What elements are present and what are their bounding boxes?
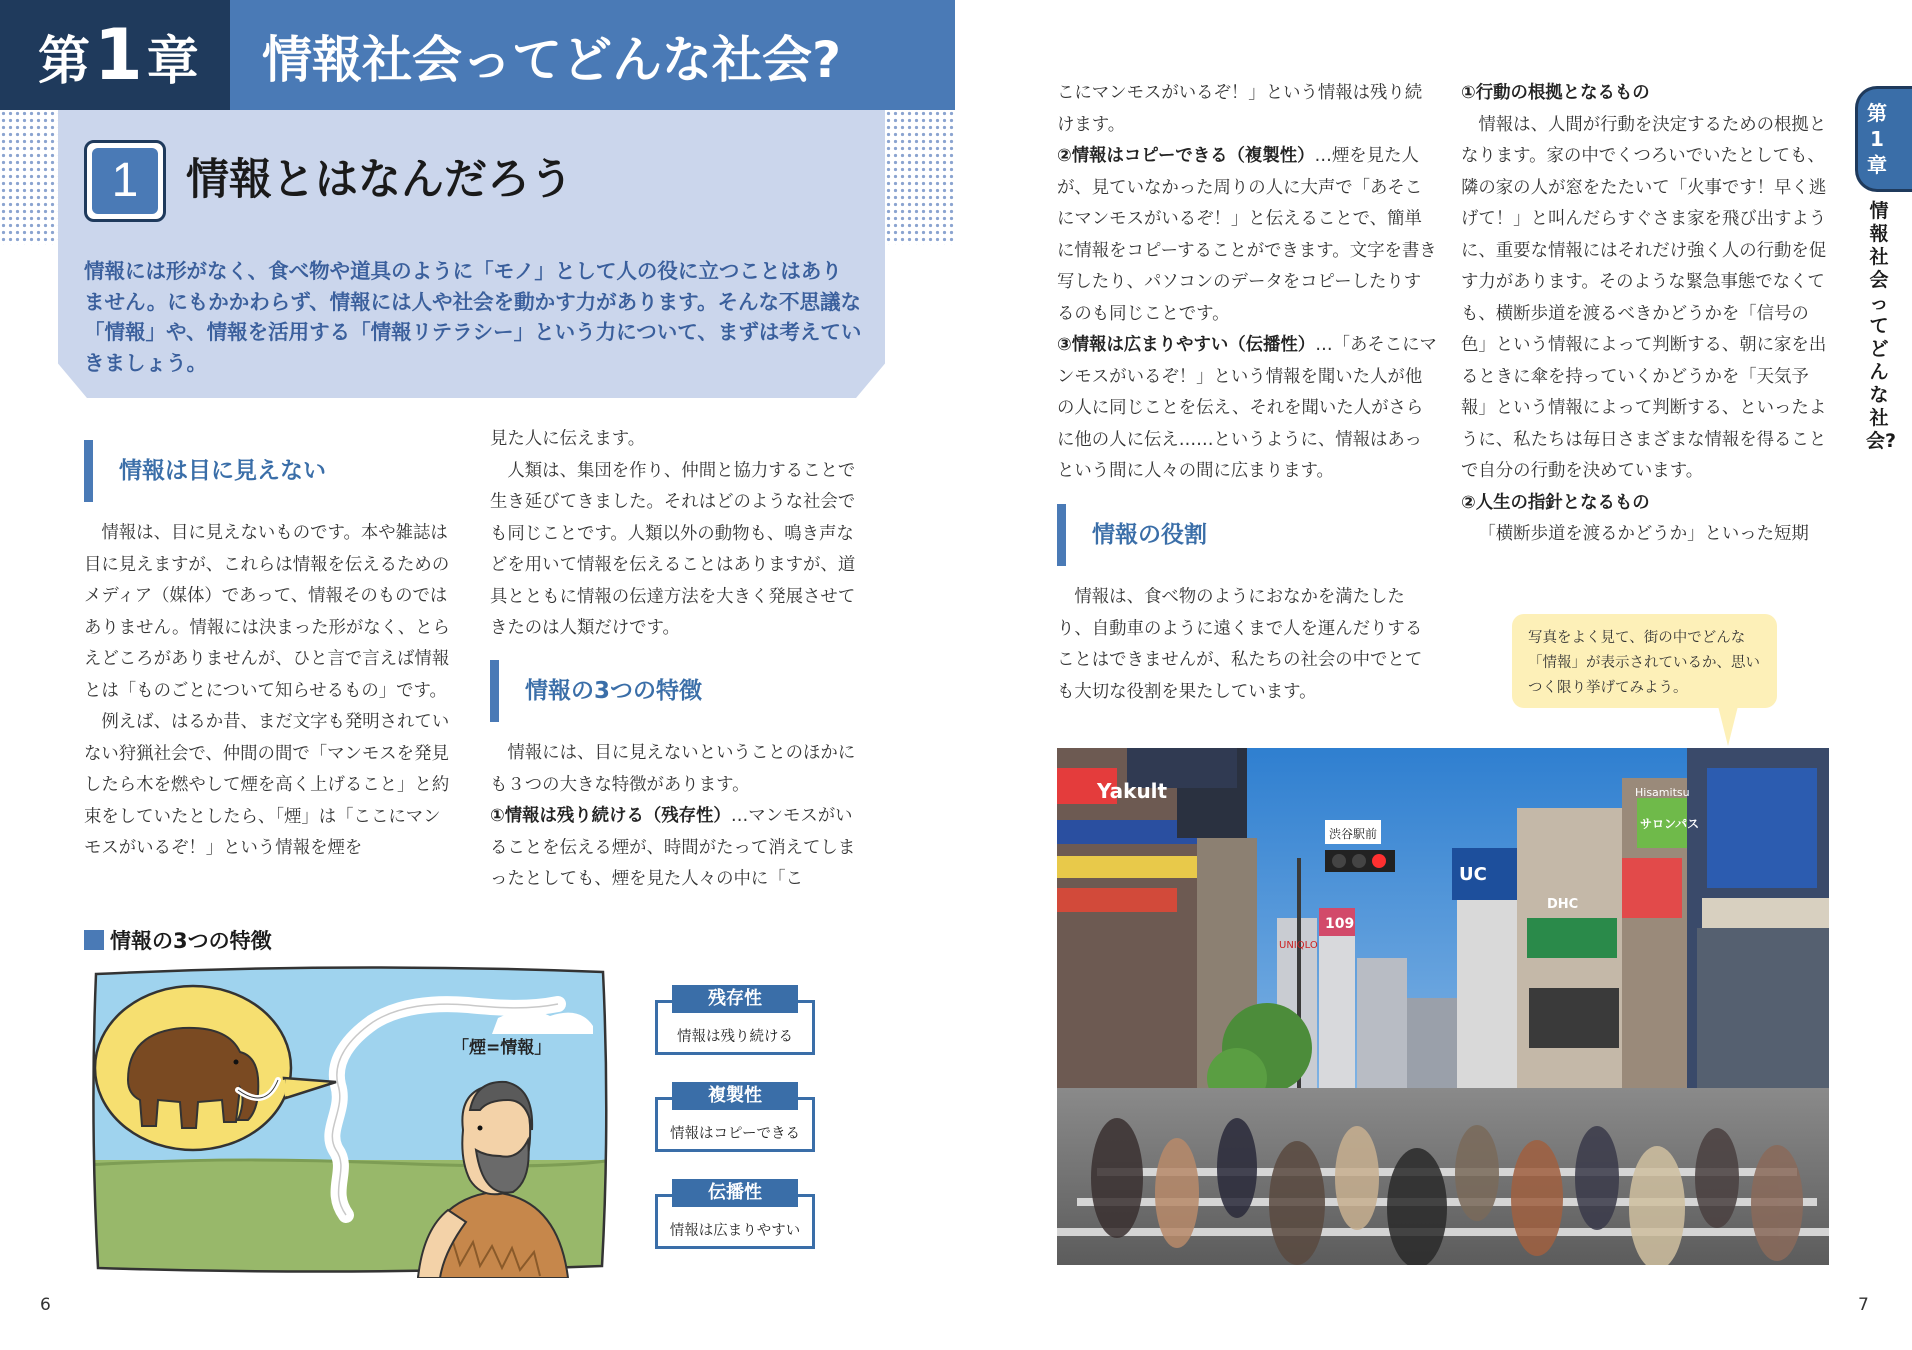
paragraph: 情報には、目に見えないということのほかにも３つの大きな特徴があります。 — [490, 743, 856, 795]
list-item-title — [1461, 78, 1831, 110]
column-1 — [84, 518, 456, 865]
sign-uc: UC — [1459, 864, 1487, 885]
paragraph: 情報は、食べ物のようにおなかを満たしたり、自動車のように遠くまで人を運んだりすることはできませんが、私たちの社会の中でとても大切な役割を果たしています。 — [1057, 587, 1423, 702]
tag-label: 残存性 — [672, 985, 798, 1013]
figure-title — [84, 925, 272, 955]
mammoth-illustration — [88, 960, 613, 1278]
paragraph: 情報は、目に見えないものです。本や雑誌は目に見えますが、これらは情報を伝えるためのメディア（媒体）であって、情報そのものではありません。情報には決まった形がなく、とらえどころがありませんが、ひと言で言えば情報とは「ものごとについて知らせるもの」です。 — [84, 523, 450, 701]
paragraph: 見た人に伝えます。 — [490, 429, 646, 449]
square-bullet-icon — [84, 930, 104, 950]
speech-bubble-tail — [1718, 706, 1738, 746]
feature-tag-spread — [655, 1182, 815, 1249]
tag-desc: 情報はコピーできる — [670, 1126, 800, 1142]
sign-station: 渋谷駅前 — [1329, 827, 1378, 841]
sign-hisamitsu: Hisamitsu — [1635, 786, 1690, 799]
side-tab-text: 第1章 — [1867, 101, 1887, 177]
column-2-bottom — [490, 738, 860, 896]
item-title: ①情報は残り続ける（残存性） — [490, 806, 731, 826]
page-number-left: 6 — [40, 1295, 51, 1315]
paragraph: 例えば、はるか昔、まだ文字も発明されていない狩猟社会で、仲間の間で「マンモスを発見したら木を燃やして煙を高く上げること」と約束をしていたとしたら、「煙」は「ここにマンモスがいるぞ！」という情報を煙を — [84, 712, 450, 858]
list-item-title — [1461, 488, 1831, 520]
paragraph: 情報は、人間が行動を決定するための根拠となります。家の中でくつろいでいたとしても、隣の家の人が窓をたたいて「火事です！早く逃げて！」と叫んだらすぐさま家を飛び出すように、重要な情報にはそれだけ強く人の行動を促す力があります。そのような緊急事態でなくても、横断歩道を渡るべきかどうかを「信号の色」という情報によって判断する、朝に家を出るときに傘を持っていくかどうかを「天気予報」という情報によって判断する、といったように、私たちは毎日さまざまな情報を得ることで自分の行動を決めています。 — [1461, 114, 1827, 481]
item-title: ①行動の根拠となるもの — [1461, 83, 1650, 103]
column-3-bottom — [1057, 582, 1437, 708]
chapter-number: 1 — [94, 14, 147, 96]
tag-label: 複製性 — [672, 1082, 798, 1110]
feature-tag-copyability — [655, 1085, 815, 1152]
paragraph: 人類は、集団を作り、仲間と協力することで生き延びてきました。それはどのような社会でも同じことです。人類以外の動物も、鳴き声などを用いて情報を伝えることはありますが、道具とともに情報の伝達方法を大きく発展させてきたのは人類だけです。 — [490, 460, 856, 638]
sign-salonpas: サロンパス — [1640, 817, 1700, 831]
tag-desc: 情報は残り続ける — [677, 1029, 793, 1045]
list-item — [1057, 330, 1437, 488]
list-item — [490, 801, 860, 896]
section-number: 1 — [92, 148, 158, 214]
paragraph: 「横断歩道を渡るかどうか」といった短期 — [1478, 524, 1809, 544]
side-chapter-title: 情報社会ってどんな社会? — [1866, 200, 1897, 452]
chapter-suffix: 章 — [146, 32, 203, 92]
sign-uniqlo: UNIQLO — [1279, 940, 1318, 951]
intro-text: 情報には形がなく、食べ物や道具のように「モノ」として人の役に立つことはありません。にもかかわらず、情報には人や社会を動かす力があります。そんな不思議な「情報」や、情報を活用する「情報リテラシー」という力について、まずは考えていきましょう。 — [84, 259, 862, 375]
tag-label: 伝播性 — [672, 1179, 798, 1207]
speech-bubble: 写真をよく見て、街の中でどんな「情報」が表示されているか、思いつく限り挙げてみよう。 — [1512, 614, 1777, 708]
sign-yakult: Yakult — [1097, 779, 1168, 803]
heading-three-features: 情報の3つの特徴 — [490, 660, 702, 722]
section-title: 情報とはなんだろう — [186, 155, 573, 205]
column-4 — [1461, 78, 1831, 551]
feature-tag-persistence — [655, 988, 815, 1055]
heading-invisible: 情報は目に見えない — [84, 440, 326, 502]
column-3 — [1057, 78, 1437, 488]
figure-title-text: 情報の3つの特徴 — [110, 929, 272, 953]
page-number-right: 7 — [1858, 1295, 1869, 1315]
chapter-label — [38, 14, 203, 96]
heading-role: 情報の役割 — [1057, 504, 1207, 566]
chapter-prefix: 第 — [38, 32, 95, 92]
sign-109: 109 — [1325, 916, 1355, 932]
item-text: …「あそこにマンモスがいるぞ！」という情報を聞いた人が他の人に同じことを伝え、それを聞いた人がさらに他の人に伝え……というように、情報はあっという間に人々の間に広まります。 — [1057, 335, 1437, 481]
item-text: …マンモスがいることを伝える煙が、時間がたって消えてしまったとしても、煙を見た人々の中に「こ — [490, 806, 856, 889]
item-title: ②人生の指針となるもの — [1461, 492, 1650, 513]
column-2-top — [490, 424, 860, 645]
dot-pattern-left — [0, 110, 58, 245]
chapter-title: 情報社会ってどんな社会? — [262, 31, 842, 89]
smoke-label: 「煙=情報」 — [452, 1038, 552, 1058]
item-text: …煙を見た人が、見ていなかった周りの人に大声で「あそこにマンモスがいるぞ！」と伝えることで、簡単に情報をコピーすることができます。文字を書き写したり、パソコンのデータをコピーしたりするのも同じことです。 — [1057, 146, 1437, 324]
list-item — [1057, 141, 1437, 330]
shibuya-crossing-photo — [1057, 748, 1829, 1265]
item-title: ③情報は広まりやすい（伝播性） — [1057, 335, 1316, 355]
paragraph: こにマンモスがいるぞ！」という情報は残り続けます。 — [1057, 83, 1423, 135]
dot-pattern-right — [885, 110, 955, 245]
tag-desc: 情報は広まりやすい — [669, 1223, 801, 1239]
section-number-badge — [84, 140, 166, 222]
sign-dhc: DHC — [1547, 897, 1579, 912]
item-title: ②情報はコピーできる（複製性） — [1057, 146, 1315, 166]
